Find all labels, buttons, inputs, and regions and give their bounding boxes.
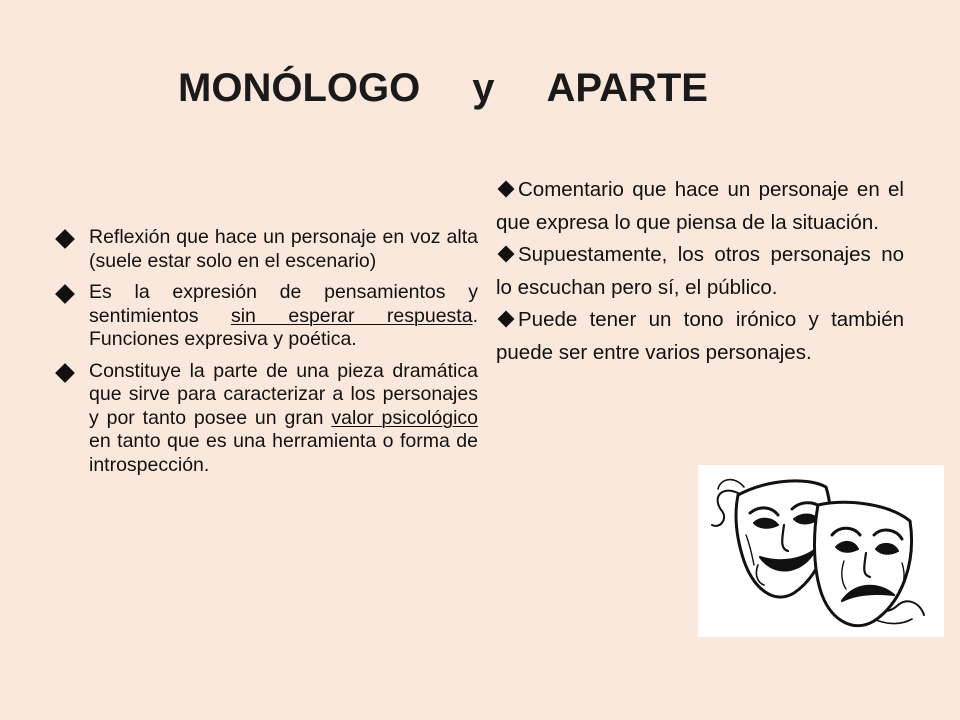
title-word-aparte: APARTE xyxy=(546,66,708,110)
aparte-item-1-text: Comentario que hace un personaje en el que expresa lo que piensa de la situación. xyxy=(496,178,904,234)
monologo-item-1 xyxy=(58,226,478,273)
monologo-column xyxy=(58,226,478,485)
aparte-item-3 xyxy=(496,304,904,369)
diamond-bullet-icon xyxy=(498,311,515,328)
aparte-column xyxy=(496,174,904,369)
aparte-item-3-text: Puede tener un tono irónico y también puede ser entre varios personajes. xyxy=(496,308,904,364)
monologo-item-3-text-b: en tanto que es una herramienta o forma de introspección. xyxy=(89,430,478,476)
aparte-item-2 xyxy=(496,239,904,304)
diamond-bullet-icon xyxy=(498,181,515,198)
monologo-item-3-underlined: valor psicológico xyxy=(331,406,478,429)
diamond-bullet-icon xyxy=(55,363,75,383)
diamond-bullet-icon xyxy=(55,284,75,304)
monologo-item-2-underlined: sin esperar respuesta xyxy=(230,304,473,327)
aparte-item-2-text: Supuestamente, los otros personajes no lo escuchan pero sí, el público. xyxy=(496,243,904,299)
monologo-item-2-text-a: Es la expresión de pensamientos y sentimientos xyxy=(89,281,478,327)
theater-masks-icon xyxy=(698,465,944,637)
title-word-monologo: MONÓLOGO xyxy=(178,66,421,110)
monologo-item-3 xyxy=(58,360,478,478)
title-word-y: y xyxy=(472,66,495,110)
monologo-item-3-text-a: Constituye la parte de una pieza dramática que sirve para caracterizar a los personajes y por tanto posee un gran xyxy=(89,359,478,429)
monologo-item-2-text-b: . Funciones expresiva y poética. xyxy=(89,304,478,350)
monologo-item-1-text: Reflexión que hace un personaje en voz alta (suele estar solo en el escenario) xyxy=(89,226,478,272)
diamond-bullet-icon xyxy=(498,246,515,263)
slide-title xyxy=(0,66,886,111)
aparte-item-1 xyxy=(496,174,904,239)
diamond-bullet-icon xyxy=(55,229,75,249)
monologo-item-2 xyxy=(58,281,478,352)
